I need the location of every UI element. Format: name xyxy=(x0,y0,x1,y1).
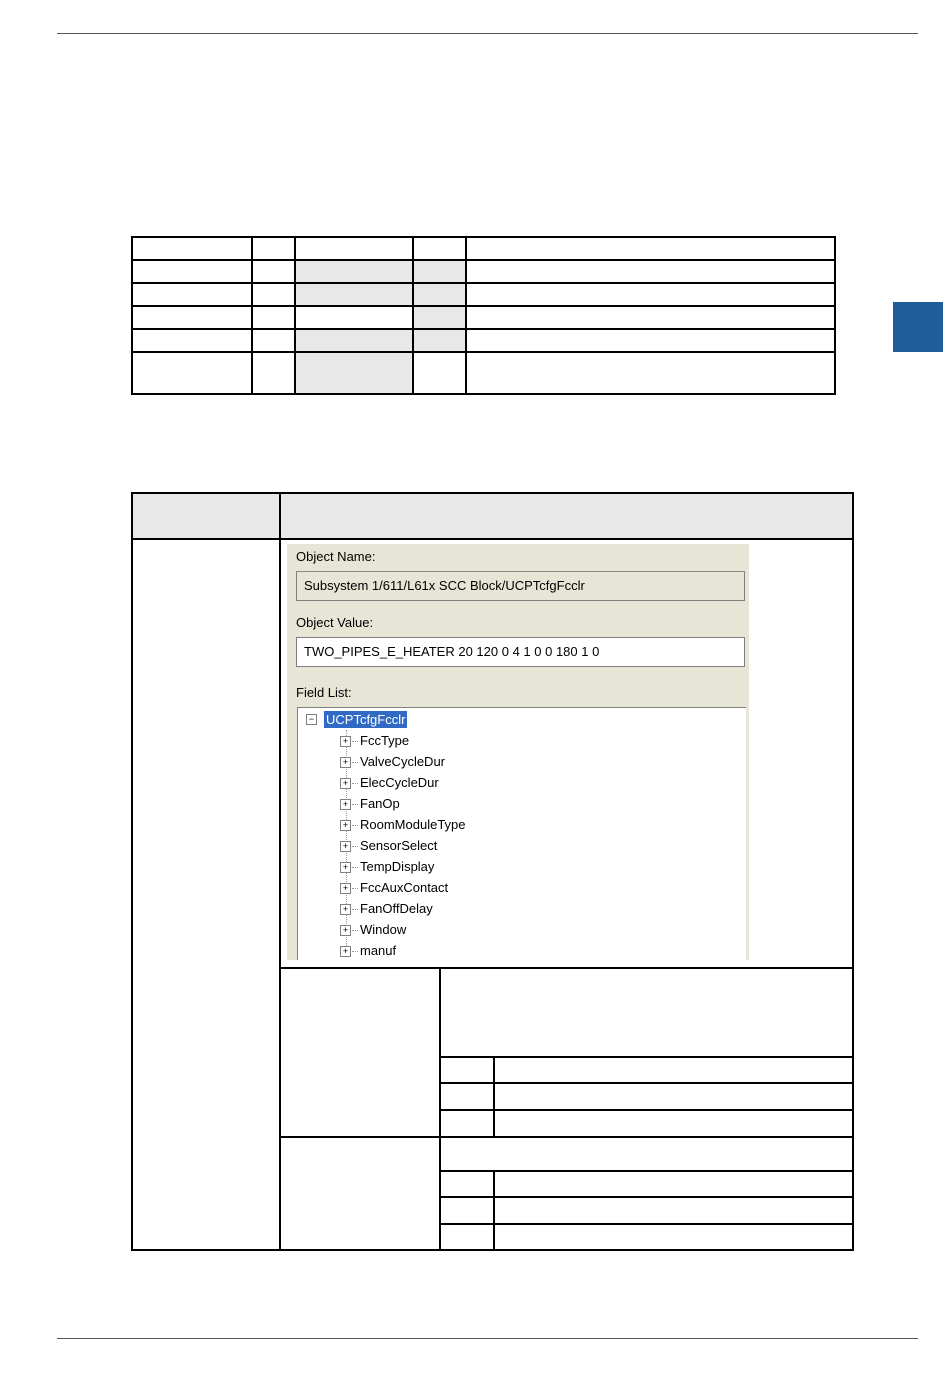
tree-connector xyxy=(352,867,358,868)
expand-icon[interactable]: + xyxy=(340,820,351,831)
tree-item-label[interactable]: FanOffDelay xyxy=(360,901,433,916)
tree-item-label[interactable]: manuf xyxy=(360,943,397,958)
row-divider xyxy=(441,1196,852,1198)
field-list-tree[interactable] xyxy=(297,707,746,960)
row-divider xyxy=(441,1223,852,1225)
tree-connector xyxy=(352,846,358,847)
tree-connector xyxy=(352,888,358,889)
table-row xyxy=(132,352,835,394)
tree-item-label[interactable]: RoomModuleType xyxy=(360,817,466,832)
collapse-icon[interactable]: − xyxy=(306,714,317,725)
expand-icon[interactable]: + xyxy=(340,946,351,957)
row-divider xyxy=(281,1136,852,1138)
top-rule xyxy=(57,33,918,34)
parameter-table xyxy=(131,236,836,395)
table-row xyxy=(132,237,835,260)
expand-icon[interactable]: + xyxy=(340,757,351,768)
tree-connector xyxy=(352,783,358,784)
tree-item-label[interactable]: Window xyxy=(360,922,407,937)
expand-icon[interactable]: + xyxy=(340,778,351,789)
expand-icon[interactable]: + xyxy=(340,799,351,810)
tree-connector xyxy=(352,825,358,826)
tree-item-label[interactable]: FanOp xyxy=(360,796,400,811)
tree-item-label[interactable]: ValveCycleDur xyxy=(360,754,446,769)
expand-icon[interactable]: + xyxy=(340,883,351,894)
bottom-rule xyxy=(57,1338,918,1339)
object-name-label: Object Name: xyxy=(296,549,376,564)
expand-icon[interactable]: + xyxy=(340,904,351,915)
object-value-field[interactable]: TWO_PIPES_E_HEATER 20 120 0 4 1 0 0 180 1 0 xyxy=(296,637,745,667)
row-divider xyxy=(281,967,852,969)
row-divider xyxy=(441,1082,852,1084)
tree-item-label[interactable]: SensorSelect xyxy=(360,838,438,853)
object-properties-screenshot xyxy=(287,544,749,960)
row-divider xyxy=(441,1056,852,1058)
tree-item-label[interactable]: TempDisplay xyxy=(360,859,435,874)
expand-icon[interactable]: + xyxy=(340,925,351,936)
expand-icon[interactable]: + xyxy=(340,736,351,747)
tree-item-label[interactable]: ElecCycleDur xyxy=(360,775,439,790)
tree-connector xyxy=(352,741,358,742)
object-value-label: Object Value: xyxy=(296,615,374,630)
tree-connector xyxy=(352,804,358,805)
tree-item-label[interactable]: FccAuxContact xyxy=(360,880,449,895)
column-divider xyxy=(493,1172,495,1249)
tree-item-label[interactable]: FccType xyxy=(360,733,410,748)
expand-icon[interactable]: + xyxy=(340,841,351,852)
tree-connector xyxy=(352,762,358,763)
tree-connector xyxy=(352,951,358,952)
column-divider xyxy=(493,1058,495,1136)
chapter-tab-marker xyxy=(893,302,943,352)
field-list-label: Field List: xyxy=(296,685,352,700)
table-header xyxy=(133,494,852,540)
table-row xyxy=(132,260,835,283)
object-name-field[interactable]: Subsystem 1/611/L61x SCC Block/UCPTcfgFcclr xyxy=(296,571,745,601)
tree-root-label[interactable]: UCPTcfgFcclr xyxy=(326,712,406,727)
expand-icon[interactable]: + xyxy=(340,862,351,873)
row-divider xyxy=(441,1109,852,1111)
table-row xyxy=(132,283,835,306)
tree-connector xyxy=(352,909,358,910)
table-row xyxy=(132,329,835,352)
row-divider xyxy=(441,1170,852,1172)
tree-connector xyxy=(352,930,358,931)
table-row xyxy=(132,306,835,329)
